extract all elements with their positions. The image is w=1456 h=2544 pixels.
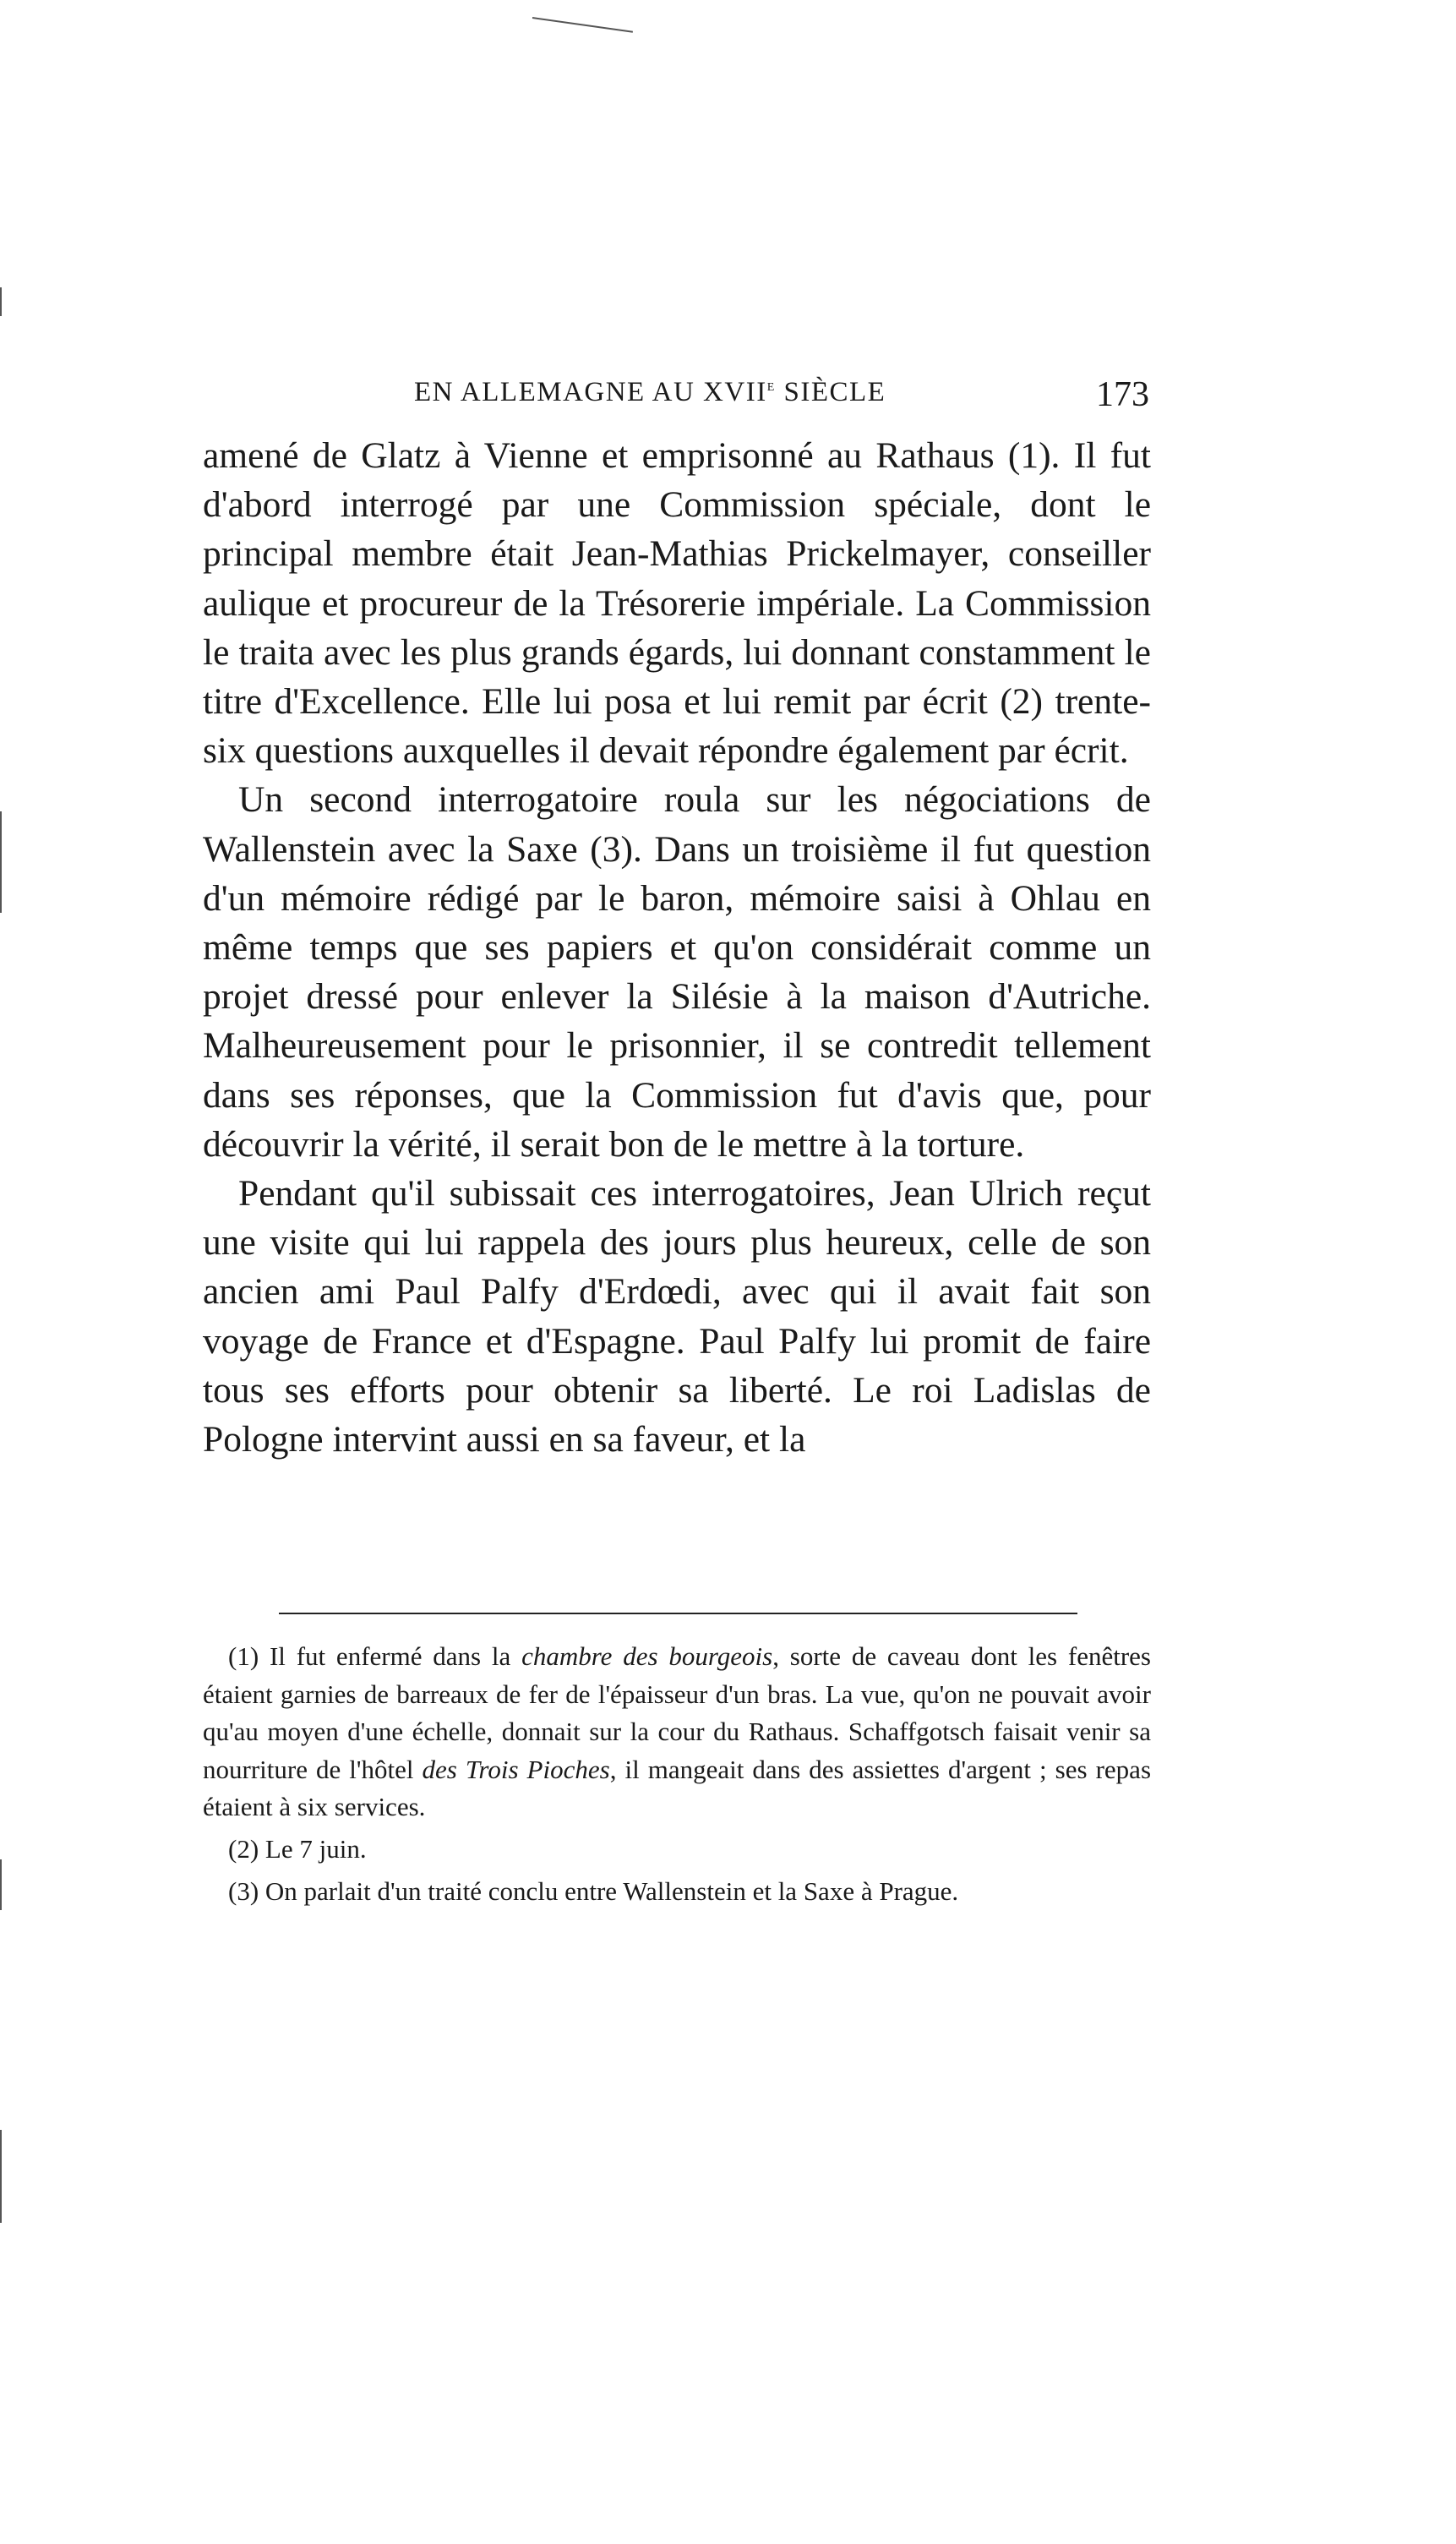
footnotes [203, 1638, 1151, 1910]
footnote-separator [279, 1613, 1077, 1614]
running-header [203, 376, 1149, 427]
scan-artifact-line [0, 287, 2, 316]
paragraph: amené de Glatz à Vienne et emprisonné au Rathaus (1). Il fut d'abord interrogé par une Commission spéciale, dont le principal membre était Jean-Mathias Prickelmayer, conseiller aulique et procureur de la Trésorerie impériale. La Commission le traita avec les plus grands égards, lui donnant constamment le titre d'Excellence. Elle lui posa et lui remit par écrit (2) trente-six questions auxquelles il devait répondre également par écrit. [203, 435, 1151, 772]
running-title: EN ALLEMAGNE AU XVIIe SIÈCLE [414, 376, 886, 407]
footnote-3: (3) On parlait d'un traité conclu entre Wallenstein et la Saxe à Prague. [228, 1875, 959, 1906]
paragraph: Un second interrogatoire roula sur les négociations de Wallenstein avec la Saxe (3). Dans un troisième il fut question d'un mémoire rédigé par le baron, mémoire saisi à Ohlau en même temps que ses papiers et qu'on considérait comme un projet dressé pour enlever la Silésie à la maison d'Autriche. Malheureusement pour le prisonnier, il se contredit tellement dans ses réponses, que la Commission fut d'avis que, pour découvrir la vérité, il serait bon de le mettre à la torture. [203, 779, 1151, 1165]
scan-artifact-line [0, 2130, 2, 2223]
paragraph: Pendant qu'il subissait ces interrogatoires, Jean Ulrich reçut une visite qui lui rappela des jours plus heureux, celle de son ancien ami Paul Palfy d'Erdœdi, avec qui il avait fait son voyage de France et d'Espagne. Paul Palfy lui promit de faire tous ses efforts pour obtenir sa liberté. Le roi Ladislas de Pologne intervint aussi en sa faveur, et la [203, 1173, 1151, 1460]
body-text [203, 431, 1151, 1464]
scan-artifact-line [532, 17, 633, 33]
scan-artifact-line [0, 811, 2, 913]
page-number: 173 [1096, 375, 1149, 414]
scan-artifact-line [0, 1859, 2, 1910]
footnote-2: (2) Le 7 juin. [228, 1833, 367, 1864]
footnote-1: (1) Il fut enfermé dans la chambre des bourgeois, sorte de caveau dont les fenêtres étaient garnies de barreaux de fer de l'épaisseur d'un bras. La vue, qu'on ne pouvait avoir qu'au moyen d'une échelle, donnait sur la cour du Rathaus. Schaffgotsch faisait venir sa nourriture de l'hôtel des Trois Pioches, il mangeait dans des assiettes d'argent ; ses repas étaient à six services. [203, 1641, 1152, 1822]
